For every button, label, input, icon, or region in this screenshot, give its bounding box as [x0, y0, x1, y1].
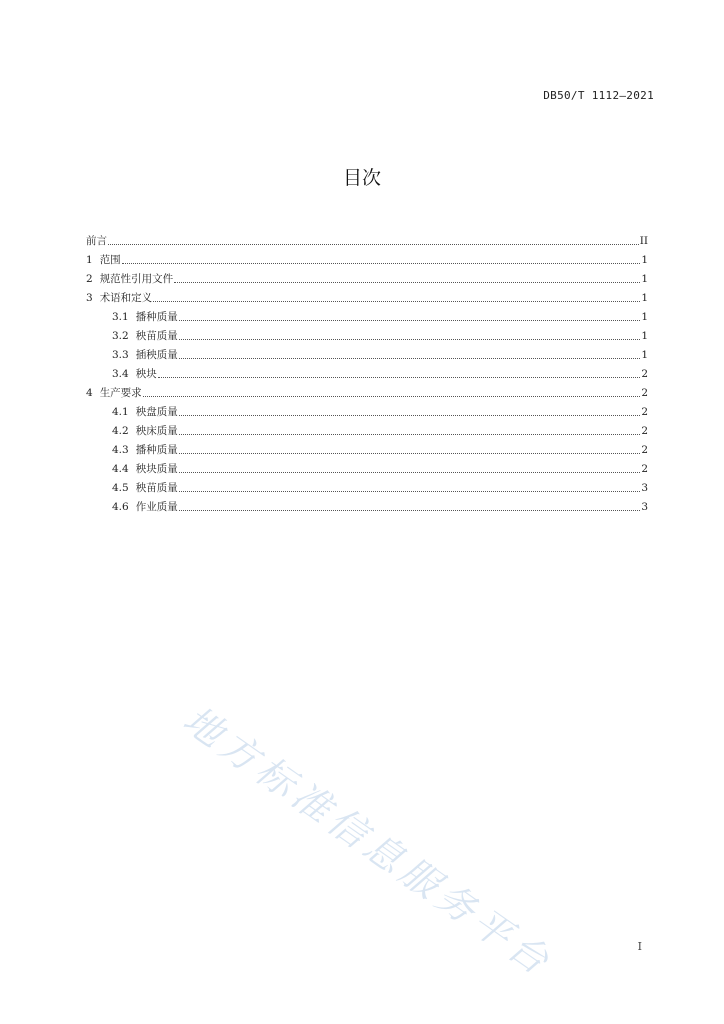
toc-dot-leader	[179, 433, 641, 435]
table-of-contents	[86, 229, 648, 514]
toc-entry-label: 范围	[99, 254, 121, 266]
toc-dot-leader	[108, 243, 639, 245]
toc-dot-leader	[143, 395, 641, 397]
toc-dot-leader	[179, 471, 641, 473]
watermark-text: 地方标准信息服务平台	[175, 697, 562, 986]
toc-entry-page: 2	[641, 406, 648, 418]
toc-entry-label: 规范性引用文件	[99, 273, 174, 285]
toc-entry-page: 1	[641, 330, 648, 342]
toc-entry-page: 1	[641, 273, 648, 285]
toc-entry-number: 3	[86, 292, 93, 304]
toc-entry-4-3[interactable]	[86, 438, 648, 457]
toc-entry-number: 4.2	[112, 425, 129, 437]
toc-entry-number: 4.6	[112, 501, 129, 513]
toc-entry-page: 3	[641, 482, 648, 494]
toc-entry-number: 4.5	[112, 482, 129, 494]
toc-entry-4-2[interactable]	[86, 419, 648, 438]
toc-dot-leader	[179, 357, 641, 359]
toc-dot-leader	[179, 414, 641, 416]
toc-dot-leader	[179, 319, 641, 321]
toc-entry-number: 3.4	[112, 368, 129, 380]
toc-dot-leader	[153, 300, 640, 302]
toc-entry-label: 秧床质量	[135, 425, 178, 437]
toc-entry-number: 4.4	[112, 463, 129, 475]
toc-entry-number: 4.1	[112, 406, 129, 418]
toc-entry-4-5[interactable]	[86, 476, 648, 495]
toc-entry-normative-references[interactable]	[86, 267, 648, 286]
toc-entry-page: II	[639, 235, 648, 247]
toc-entry-page: 2	[641, 444, 648, 456]
toc-entry-3-2[interactable]	[86, 324, 648, 343]
toc-entry-number: 4.3	[112, 444, 129, 456]
toc-dot-leader	[174, 281, 640, 283]
toc-entry-number: 2	[86, 273, 93, 285]
toc-entry-page: 2	[641, 368, 648, 380]
toc-entry-label: 播种质量	[135, 311, 178, 323]
toc-dot-leader	[179, 490, 641, 492]
toc-entry-page: 1	[641, 349, 648, 361]
toc-entry-4-4[interactable]	[86, 457, 648, 476]
toc-entry-number: 3.2	[112, 330, 129, 342]
page-number: I	[637, 940, 642, 953]
toc-entry-label: 术语和定义	[99, 292, 153, 304]
toc-entry-terms-definitions[interactable]	[86, 286, 648, 305]
toc-entry-page: 2	[641, 387, 648, 399]
toc-entry-label: 播种质量	[135, 444, 178, 456]
toc-entry-label: 秧苗质量	[135, 482, 178, 494]
toc-entry-label: 秧苗质量	[135, 330, 178, 342]
toc-entry-label: 秧盘质量	[135, 406, 178, 418]
document-code: DB50/T 1112—2021	[543, 89, 654, 102]
toc-entry-3-3[interactable]	[86, 343, 648, 362]
toc-dot-leader	[158, 376, 641, 378]
toc-entry-page: 1	[641, 292, 648, 304]
toc-entry-scope[interactable]	[86, 248, 648, 267]
toc-entry-label: 秧块质量	[135, 463, 178, 475]
toc-entry-page: 2	[641, 463, 648, 475]
toc-entry-4-1[interactable]	[86, 400, 648, 419]
toc-dot-leader	[179, 338, 641, 340]
toc-entry-label: 秧块	[135, 368, 157, 380]
toc-entry-page: 3	[641, 501, 648, 513]
toc-entry-number: 4	[86, 387, 93, 399]
toc-entry-production-requirements[interactable]	[86, 381, 648, 400]
toc-entry-3-4[interactable]	[86, 362, 648, 381]
toc-entry-label: 生产要求	[99, 387, 142, 399]
toc-entry-number: 1	[86, 254, 93, 266]
toc-entry-label: 前言	[86, 235, 107, 247]
toc-dot-leader	[179, 509, 641, 511]
page-title: 目次	[342, 167, 381, 189]
toc-entry-label: 作业质量	[135, 501, 178, 513]
toc-entry-3-1[interactable]	[86, 305, 648, 324]
toc-dot-leader	[179, 452, 641, 454]
toc-entry-page: 1	[641, 311, 648, 323]
toc-dot-leader	[122, 262, 641, 264]
toc-entry-number: 3.1	[112, 311, 129, 323]
toc-entry-label: 插秧质量	[135, 349, 178, 361]
toc-entry-4-6[interactable]	[86, 495, 648, 514]
toc-entry-page: 2	[641, 425, 648, 437]
toc-entry-number: 3.3	[112, 349, 129, 361]
toc-entry-page: 1	[641, 254, 648, 266]
toc-entry-foreword[interactable]	[86, 229, 648, 248]
